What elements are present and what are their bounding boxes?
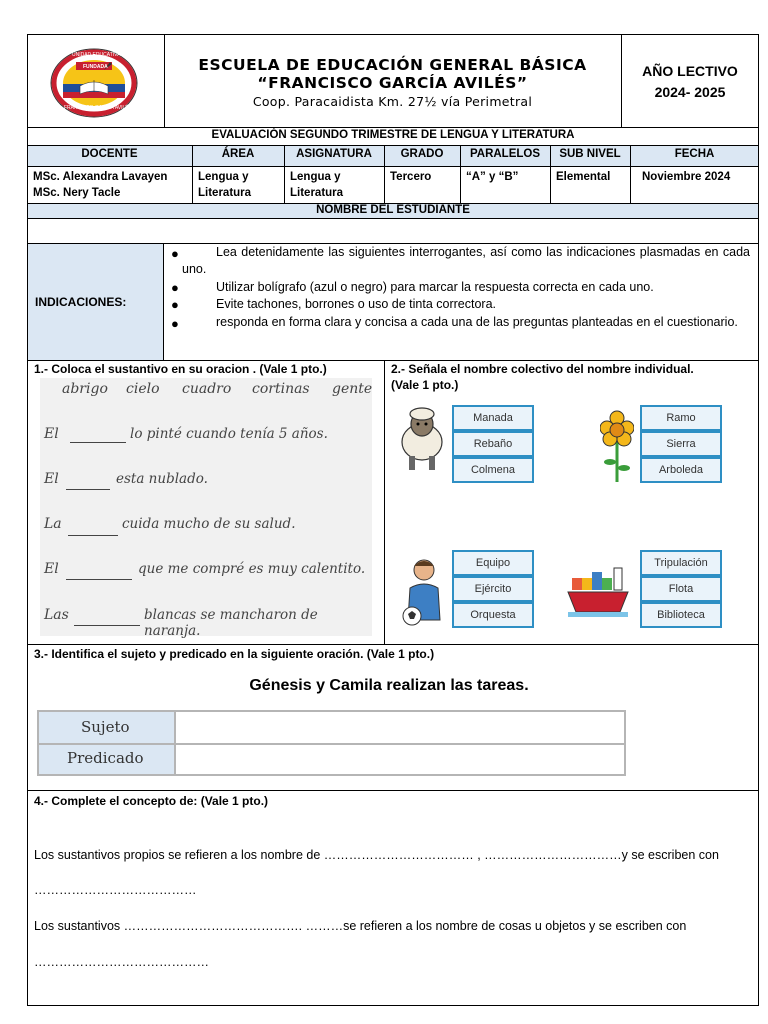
q3-predicate-input[interactable] xyxy=(177,746,621,773)
q3-subject-input[interactable] xyxy=(177,714,621,741)
logo-text-bottom: FRANCISCO GARCÍA AVILÉS xyxy=(64,105,132,111)
student-name-field[interactable] xyxy=(28,219,758,243)
option-manada[interactable]: Manada xyxy=(452,405,534,431)
q1-blank-3[interactable] xyxy=(68,535,118,536)
q1-sentence-3-start: La xyxy=(44,516,62,532)
option-colmena[interactable]: Colmena xyxy=(452,457,534,483)
q1-title: 1.- Coloca el sustantivo en su oracion . (Vale 1 pto.) xyxy=(34,362,327,376)
evaluation-title: EVALUACIÓN SEGUNDO TRIMESTRE DE LENGUA Y LITERATURA xyxy=(211,129,575,141)
q4-line-1[interactable]: Los sustantivos propios se refieren a los nombre de ……………………………… , ……………………………y se escriben con xyxy=(34,848,719,862)
indications-label: INDICACIONES: xyxy=(35,295,127,309)
q3-sentence: Génesis y Camila realizan las tareas. xyxy=(249,677,529,694)
option-sierra[interactable]: Sierra xyxy=(640,431,722,457)
logo-badge-text: FUNDADA xyxy=(83,64,108,70)
indication-3: Evite tachones, borrones o uso de tinta correctora. xyxy=(216,297,497,311)
option-biblioteca[interactable]: Biblioteca xyxy=(640,602,722,628)
option-rebano[interactable]: Rebaño xyxy=(452,431,534,457)
bullet-icon: ● xyxy=(171,316,179,331)
grado-value: Tercero xyxy=(390,171,432,183)
option-arboleda[interactable]: Arboleda xyxy=(640,457,722,483)
header-docente: DOCENTE xyxy=(81,148,138,160)
school-logo xyxy=(50,48,138,118)
q1-word-cuadro: cuadro xyxy=(182,381,232,397)
q1-sentence-1-end: lo pinté cuando tenía 5 años. xyxy=(130,426,328,442)
subject-predicate-table xyxy=(37,710,626,776)
school-address: Coop. Paracaidista Km. 27½ vía Perimetral xyxy=(252,94,533,109)
bullet-icon: ● xyxy=(171,246,179,261)
q2-title-line2: (Vale 1 pto.) xyxy=(391,378,459,392)
q4-line-3[interactable]: Los sustantivos ……………………………………. ………se refieren a los nombre de cosas u objetos y se escriben con xyxy=(34,919,687,933)
q1-word-gente: gente xyxy=(332,381,373,397)
header-fecha: FECHA xyxy=(674,148,715,160)
q1-sentence-2-end: esta nublado. xyxy=(116,471,208,487)
option-tripulacion[interactable]: Tripulación xyxy=(640,550,722,576)
option-ejercito[interactable]: Ejército xyxy=(452,576,534,602)
bullet-icon: ● xyxy=(171,297,179,312)
q1-sentence-5-start: Las xyxy=(44,607,69,623)
q4-title: 4.- Complete el concepto de: (Vale 1 pto.) xyxy=(34,794,269,808)
q1-worksheet-image xyxy=(40,378,373,639)
flower-icon xyxy=(600,410,634,484)
q1-sentence-5-end: blancas se mancharon de naranja. xyxy=(144,607,318,639)
school-name: ESCUELA DE EDUCACIÓN GENERAL BÁSICA xyxy=(198,56,587,74)
school-year-value: 2024- 2025 xyxy=(654,84,726,100)
q3-subject-label: Sujeto xyxy=(81,718,130,736)
q2-title: 2.- Señala el nombre colectivo del nombre individual. xyxy=(391,362,694,376)
indication-1: Lea detenidamente las siguientes interrogantes, así como las indicaciones plasmadas en cada uno. xyxy=(182,245,750,276)
q1-sentence-2-start: El xyxy=(44,471,59,487)
header-area: ÁREA xyxy=(221,148,255,160)
area-value-2: Literatura xyxy=(198,187,252,199)
asignatura-value-1: Lengua y xyxy=(290,171,341,183)
bullet-icon: ● xyxy=(171,280,179,295)
q1-word-cielo: cielo xyxy=(126,381,160,397)
indication-4: responda en forma clara y concisa a cada una de las preguntas planteadas en el cuestionario. xyxy=(216,315,738,329)
option-orquesta[interactable]: Orquesta xyxy=(452,602,534,628)
q1-sentence-4-end: que me compré es muy calentito. xyxy=(138,561,366,577)
q1-sentence-4-start: El xyxy=(44,561,59,577)
q1-blank-2[interactable] xyxy=(66,489,110,490)
soccer-player-icon xyxy=(402,558,446,628)
option-equipo[interactable]: Equipo xyxy=(452,550,534,576)
option-flota[interactable]: Flota xyxy=(640,576,722,602)
subnivel-value: Elemental xyxy=(556,171,611,183)
q1-blank-5[interactable] xyxy=(74,625,140,626)
header-subnivel: SUB NIVEL xyxy=(559,148,621,160)
school-name-line2: “FRANCISCO GARCÍA AVILÉS” xyxy=(257,74,528,92)
q1-sentence-1-start: El xyxy=(44,426,59,442)
logo-text-top: UNIDAD EDUCATIVA xyxy=(72,52,121,58)
header-asignatura: ASIGNATURA xyxy=(296,148,372,160)
q1-blank-4[interactable] xyxy=(66,579,132,580)
header-grado: GRADO xyxy=(400,148,444,160)
q1-word-cortinas: cortinas xyxy=(252,381,310,397)
docente-1: MSc. Alexandra Lavayen xyxy=(33,171,168,183)
q1-sentence-3-end: cuida mucho de su salud. xyxy=(122,516,296,532)
school-year-label: AÑO LECTIVO xyxy=(642,63,738,79)
indication-2: Utilizar bolígrafo (azul o negro) para marcar la respuesta correcta en cada uno. xyxy=(216,280,654,294)
option-ramo[interactable]: Ramo xyxy=(640,405,722,431)
asignatura-value-2: Literatura xyxy=(290,187,344,199)
header-paralelos: PARALELOS xyxy=(469,148,541,160)
q3-predicate-label: Predicado xyxy=(67,749,144,767)
student-name-label: NOMBRE DEL ESTUDIANTE xyxy=(316,204,470,216)
q3-title: 3.- Identifica el sujeto y predicado en la siguiente oración. (Vale 1 pto.) xyxy=(34,647,435,661)
q1-word-abrigo: abrigo xyxy=(62,381,108,397)
q4-line-2[interactable]: ………………………………… xyxy=(34,883,197,897)
fecha-value: Noviembre 2024 xyxy=(642,171,731,183)
area-value-1: Lengua y xyxy=(198,171,249,183)
docente-2: MSc. Nery Tacle xyxy=(33,187,121,199)
paralelos-value: “A” y “B” xyxy=(466,171,519,183)
q4-line-4[interactable]: …………………………………… xyxy=(34,955,209,969)
ship-icon xyxy=(566,564,630,622)
q1-blank-1[interactable] xyxy=(70,442,126,443)
sheep-icon xyxy=(400,404,444,474)
